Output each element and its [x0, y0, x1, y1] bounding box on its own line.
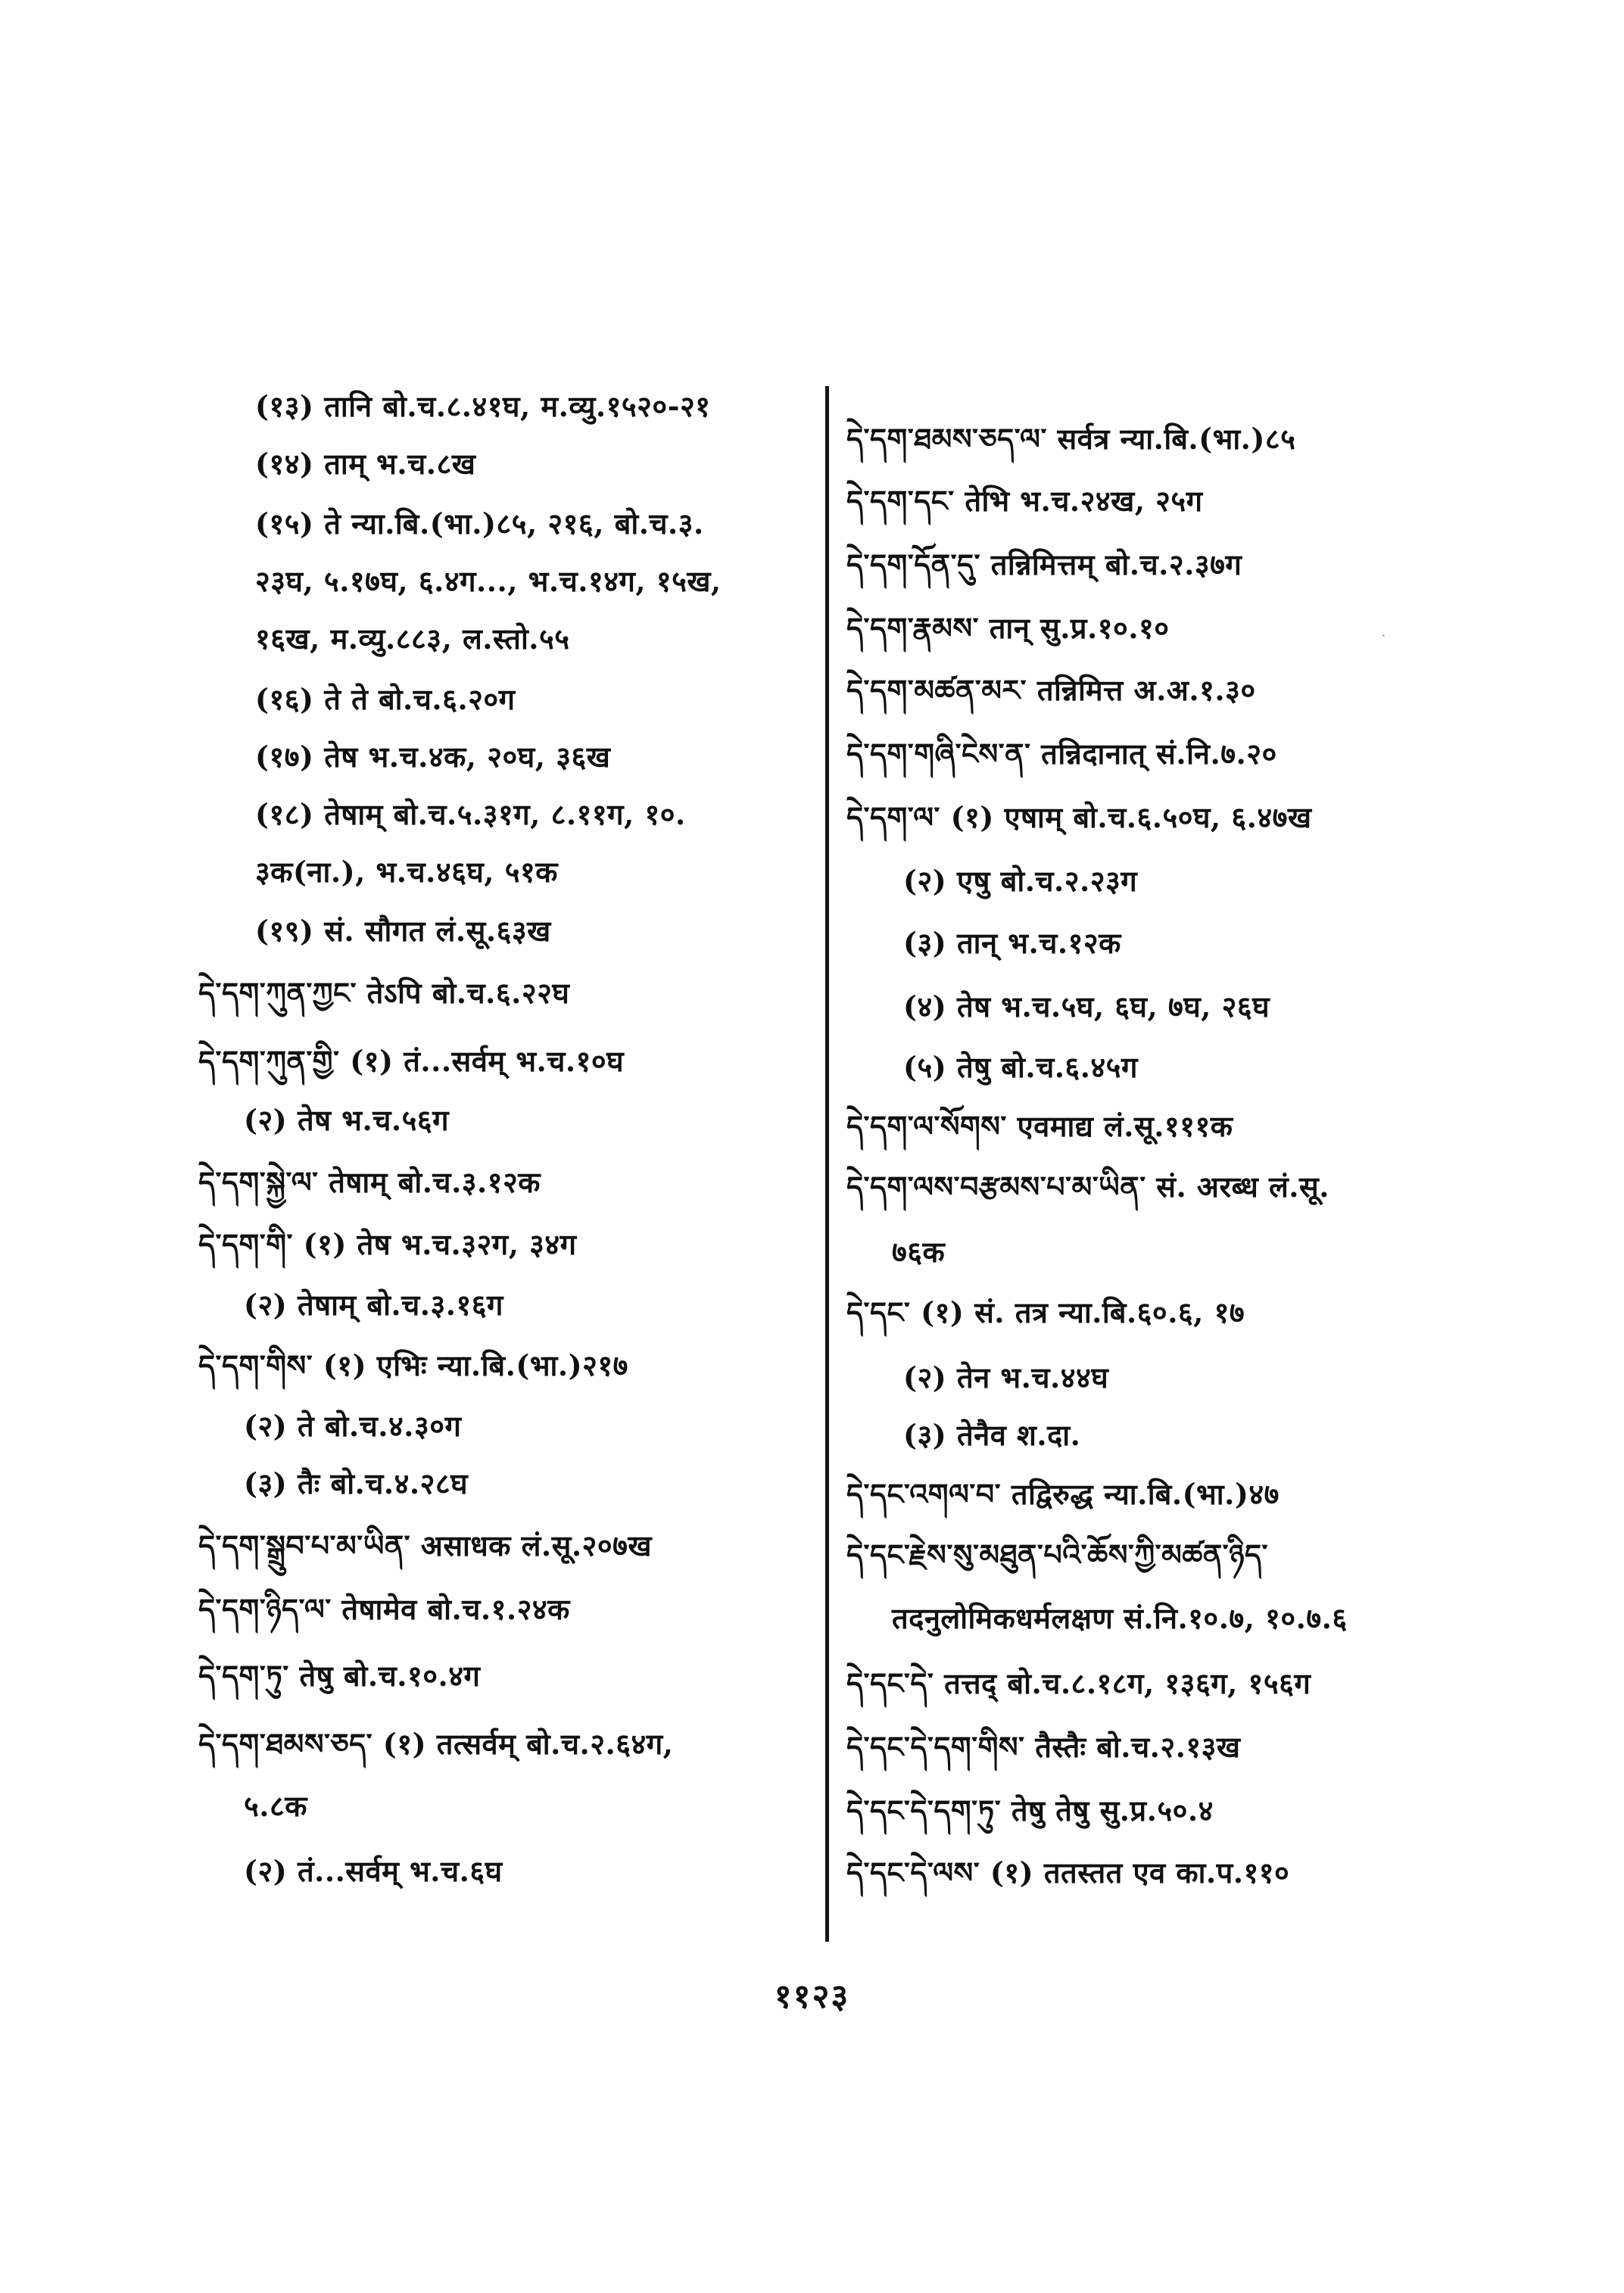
left-column-entry: དེ་དག་སྐྱེ་ལ་ तेषाम् बो.च.३.१२क	[198, 1165, 541, 1199]
right-column-entry: (२) एषु बो.च.२.२३ग	[903, 864, 1138, 898]
left-column-entry: (१६) ते ते बो.च.६.२०ग	[255, 682, 516, 716]
right-column-entry: དེ་དག་དང་ तेभि भ.च.२४ख, २५ग	[846, 484, 1203, 518]
right-column-entry: (३) तेनैव श.दा.	[903, 1418, 1081, 1452]
right-column-entry: དེ་དག་ལ་ (१) एषाम् बो.च.६.५०घ, ६.४७ख	[846, 800, 1312, 834]
left-column-entry: (१७) तेष भ.च.४क, २०घ, ३६ख	[255, 740, 611, 774]
left-column-entry: २३घ, ५.१७घ, ६.४ग..., भ.च.१४ग, १५ख,	[255, 564, 722, 598]
right-column-entry: ७६क	[892, 1235, 946, 1269]
left-column-entry: དེ་དག་ཉིད་ལ་ तेषामेव बो.च.१.२४क	[198, 1592, 570, 1626]
right-column-entry: དེ་དང་འགལ་བ་ तद्विरुद्ध न्या.बि.(भा.)४७	[846, 1477, 1280, 1511]
left-column-entry: (१५) ते न्या.बि.(भा.)८५, २१६, बो.च.३.	[255, 506, 704, 541]
left-column-entry: ३क(ना.), भ.च.४६घ, ५१क	[255, 855, 558, 889]
right-column-entry: (४) तेष भ.च.५घ, ६घ, ७घ, २६घ	[903, 989, 1270, 1023]
right-column-entry: (५) तेषु बो.च.६.४५ग	[903, 1050, 1138, 1084]
right-column-entry: (२) तेन भ.च.४४घ	[903, 1360, 1109, 1394]
page-number: ११२३	[774, 1977, 850, 2016]
left-column-entry: १६ख, म.व्यु.८८३, ल.स्तो.५५	[255, 622, 570, 656]
left-column-entry: དེ་དག་ཐམས་ཅད་ (१) तत्सर्वम् बो.च.२.६४ग,	[198, 1727, 674, 1761]
left-column-entry: (१४) ताम् भ.च.८ख	[255, 447, 476, 481]
right-column-entry: དེ་དང་དེ་དག་གིས་ तैस्तैः बो.च.२.१३ख	[846, 1730, 1241, 1764]
left-column-entry: དེ་དག་གི་ (१) तेष भ.च.३२ग, ३४ग	[198, 1227, 577, 1261]
left-column-entry: (३) तैः बो.च.४.२८घ	[244, 1466, 469, 1500]
right-column-entry: དེ་དག་གཞི་ངེས་ན་ तन्निदानात् सं.नि.७.२०	[846, 737, 1277, 771]
scan-speck: ·	[1382, 628, 1386, 643]
right-column-entry: དེ་དང་དེ་ तत्तद् बो.च.८.१८ग, १३६ग, १५६ग	[846, 1666, 1311, 1700]
right-column-entry: དེ་དང་ (१) सं. तत्र न्या.बि.६०.६, १७	[846, 1295, 1245, 1329]
right-column-entry: तदनुलोमिकधर्मलक्षण सं.नि.१०.७, १०.७.६	[892, 1601, 1348, 1635]
column-divider	[825, 386, 829, 1942]
left-column-entry: (१३) तानि बो.च.८.४१घ, म.व्यु.१५२०-२१	[255, 389, 711, 423]
right-column-entry: (३) तान् भ.च.१२क	[903, 926, 1121, 960]
left-column-entry: (२) तेषाम् बो.च.३.१६ग	[244, 1288, 503, 1322]
right-column-entry: དེ་དང་རྗེས་སུ་མཐུན་པའི་ཆོས་ཀྱི་མཚན་ཉིད་	[846, 1537, 1268, 1572]
right-column-entry: དེ་དག་མཚན་མར་ तन्निमित्त अ.अ.१.३०	[846, 673, 1256, 707]
right-column-entry: དེ་དག་ཐམས་ཅད་ལ་ सर्वत्र न्या.बि.(भा.)८५	[846, 422, 1296, 456]
left-column-entry: དེ་དག་གིས་ (१) एभिः न्या.बि.(भा.)२१७	[198, 1348, 628, 1382]
left-column-entry: ५.८क	[244, 1789, 307, 1823]
left-column-entry: (२) ते बो.च.४.३०ग	[244, 1409, 462, 1443]
left-column-entry: དེ་དག་ཏུ་ तेषु बो.च.१०.४ग	[198, 1659, 481, 1693]
left-column-entry: དེ་དག་སྒྲུབ་པ་མ་ཡིན་ असाधक लं.सू.२०७ख	[198, 1528, 652, 1562]
right-column-entry: དེ་དང་དེ་དག་ཏུ་ तेषु तेषु सु.प्र.५०.४	[846, 1793, 1214, 1827]
left-column-entry: དེ་དག་ཀུན་གྱི་ (१) तं...सर्वम् भ.च.१०घ	[198, 1044, 625, 1078]
right-column-entry: དེ་དག་རྣམས་ तान् सु.प्र.१०.१०	[846, 611, 1170, 645]
right-column-entry: དེ་དག་ལ་སོགས་ एवमाद्य लं.सू.१११क	[846, 1109, 1233, 1143]
right-column-entry: དེ་དག་ལས་བརྩམས་པ་མ་ཡིན་ सं. अरब्ध लं.सू.	[846, 1170, 1329, 1204]
left-column-entry: དེ་དག་ཀུན་ཀྱང་ तेऽपि बो.च.६.२२घ	[198, 976, 570, 1010]
left-column-entry: (१८) तेषाम् बो.च.५.३१ग, ८.११ग, १०.	[255, 797, 686, 831]
left-column-entry: (२) तं...सर्वम् भ.च.६घ	[244, 1854, 503, 1888]
left-column-entry: (१९) सं. सौगत लं.सू.६३ख	[255, 914, 551, 948]
right-column-entry: དེ་དག་དོན་དུ་ तन्निमित्तम् बो.च.२.३७ग	[846, 547, 1242, 581]
right-column-entry: དེ་དང་དེ་ལས་ (१) ततस्तत एव का.प.११०	[846, 1855, 1290, 1890]
left-column-entry: (२) तेष भ.च.५६ग	[244, 1103, 450, 1137]
